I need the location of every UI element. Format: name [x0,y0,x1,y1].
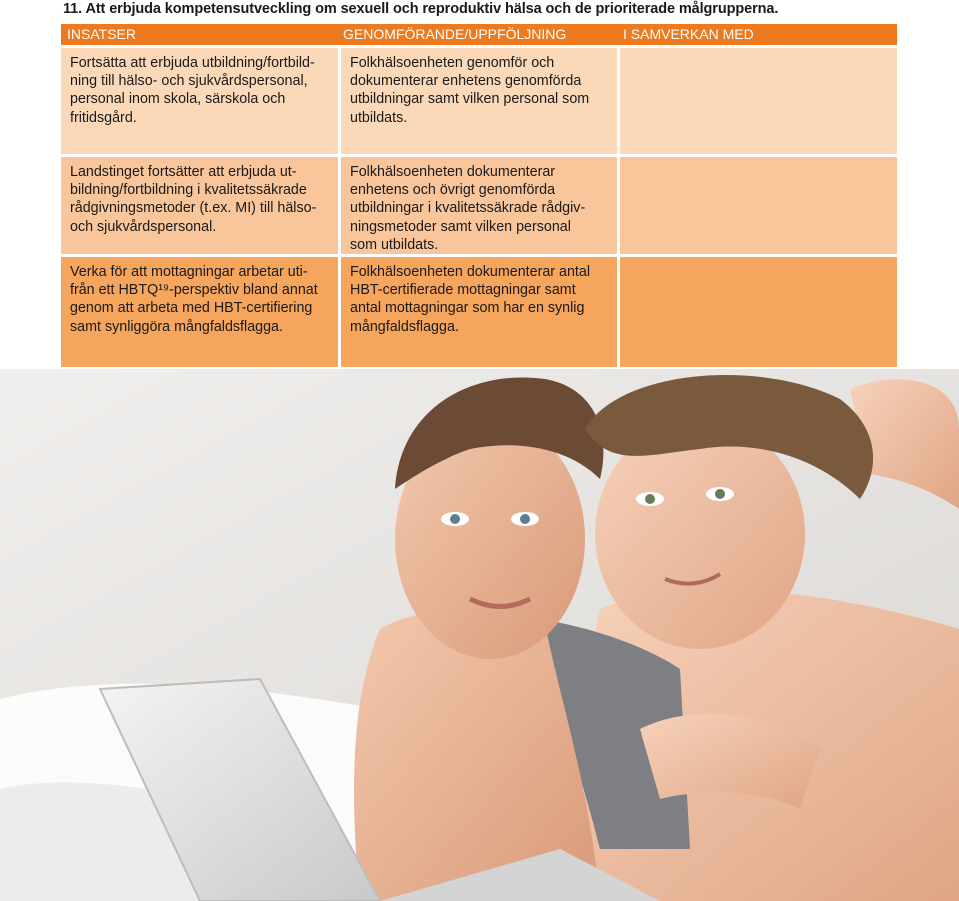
header-genomforande: GENOMFÖRANDE/UPPFÖLJNING [343,26,567,42]
cell-line: som utbildats. [350,236,439,253]
table-header [61,24,897,45]
cell-line: dokumenterar enhetens genomförda [350,73,582,90]
cell-line: Fortsätta att erbjuda utbildning/fortbild- [70,55,315,71]
cell-line: Landstinget fortsätter att erbjuda ut- [70,164,297,180]
cell-line: samt synliggöra mångfaldsflagga. [70,318,283,335]
cell-insatser [61,48,338,154]
cell-line: HBT-certifierade mottagningar samt [350,282,576,299]
cell-line: rådgivningsmetoder (t.ex. MI) till hälso- [70,200,317,217]
cell-genomforande [341,157,617,254]
cell-line: och sjukvårdspersonal. [70,218,217,235]
cell-line: personal inom skola, särskola och [70,91,286,108]
cell-line: enhetens och övrigt genomförda [350,182,556,199]
table-row [61,157,897,254]
cell-line: antal mottagningar som har en synlig [350,300,585,317]
cell-line: mångfaldsflagga. [350,318,459,335]
cell-samverkan [620,157,897,254]
cell-genomforande [341,257,617,367]
cell-insatser [61,257,338,367]
cell-line: Folkhälsoenheten genomför och [350,55,555,71]
cell-line: utbildats. [350,109,408,126]
cell-samverkan [620,48,897,154]
cell-line: utbildningar samt vilken personal som [350,91,590,108]
section-heading: 11. Att erbjuda kompetensutveckling om sexuell och reproduktiv hälsa och de prioriterade målgrupperna. [63,1,779,17]
cell-samverkan [620,257,897,367]
photo-illustration [0,369,959,901]
action-table [61,24,897,367]
table-row [61,48,897,154]
table-row [61,257,897,367]
cell-line: från ett HBTQ¹⁹-perspektiv bland annat [70,282,318,299]
cell-line: bildning/fortbildning i kvalitetssäkrade [70,182,307,199]
cell-line: utbildningar i kvalitetssäkrade rådgiv- [350,200,586,217]
cell-genomforande [341,48,617,154]
cell-line: fritidsgård. [70,109,137,126]
cell-line: genom att arbeta med HBT-certifiering [70,300,313,317]
photo-two-men-laptop [0,369,959,901]
cell-line: ning till hälso- och sjukvårdspersonal, [70,73,308,90]
cell-line: Folkhälsoenheten dokumenterar antal [350,264,591,280]
header-insatser: INSATSER [67,26,136,42]
header-samverkan: I SAMVERKAN MED [623,26,754,42]
cell-insatser [61,157,338,254]
cell-line: Verka för att mottagningar arbetar uti- [70,264,308,280]
cell-line: Folkhälsoenheten dokumenterar [350,164,556,180]
cell-line: ningsmetoder samt vilken personal [350,218,571,235]
